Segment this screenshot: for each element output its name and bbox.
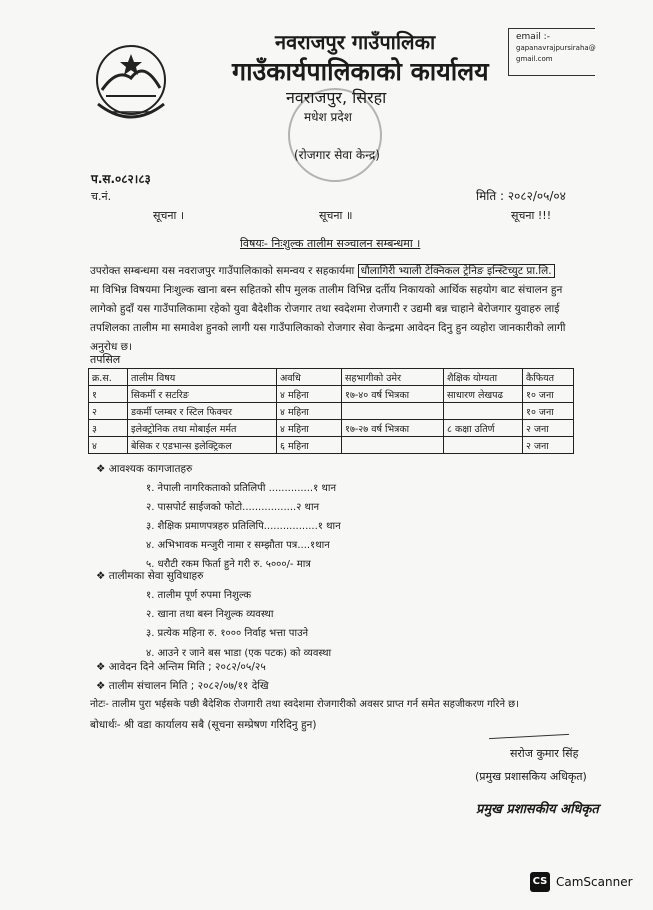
province-name: मधेश प्रदेश (304, 110, 352, 124)
list-item: २. खाना तथा बस्न निशुल्क व्यवस्था (146, 609, 274, 620)
email-line-2: gmail.com (516, 55, 553, 63)
training-table (88, 368, 574, 454)
table-cell: १ (89, 386, 128, 403)
list-item: १. नेपाली नागरिकताको प्रतिलिपी ..............१ थान (146, 483, 337, 494)
column-header: कैफियत (523, 369, 574, 386)
list-item: १. तालीम पूर्ण रुपमा निशुल्क (146, 590, 252, 601)
institute-name: धौलागिरी भ्याली टेक्निकल ट्रेनिङ इन्स्टिच्युट प्रा.लि. (358, 264, 555, 278)
table-cell: १० जना (523, 403, 574, 420)
reference-number: प.स.०८२।८३ (91, 172, 151, 186)
list-item: ४. अभिभावक मन्जुरी नामा र सम्झौता पत्र....१थान (146, 540, 330, 551)
bullet-icon: ❖ (96, 680, 109, 692)
table-row (89, 403, 574, 420)
details-heading: तपसिल (90, 353, 121, 366)
nepal-emblem-icon (92, 40, 170, 124)
subject-line: विषयः- निःशुल्क तालीम सञ्चालन सम्बन्धमा । (240, 237, 421, 250)
body-line-2: मा विभिन्न विषयमा निःशुल्क खाना बस्न सहितको सीप मुलक तालीम विभिन्न दर्तीय निकायको आर्थिक सहयोग बाट संचालन हुन (90, 284, 563, 296)
table-cell: ४ महिना (277, 386, 342, 403)
body-line-3: लागेको हुदाँ यस गाउँपालिकामा रहेको युवा बैदेशीक रोजगार तथा स्वदेशमा रोजगारी र उद्यमी बन्न चाहाने बेरोजगार युवाहरु लाई (90, 303, 560, 315)
table-cell (342, 437, 444, 454)
email-line-1: gapanavrajpursiraha@ (516, 44, 596, 52)
column-header: तालीम विषय (128, 369, 277, 386)
table-cell: १० जना (523, 386, 574, 403)
camscanner-watermark: CamScanner (556, 875, 633, 889)
table-cell: बेसिक र एडभान्स इलेक्ट्रिकल (128, 437, 277, 454)
table-cell: ४ महिना (277, 420, 342, 437)
camscanner-logo-icon: CS (530, 872, 550, 892)
notice-heading-1: सूचना । (153, 209, 185, 222)
column-header: क्र.स. (89, 369, 128, 386)
table-cell: २ जना (523, 437, 574, 454)
facilities-section: ❖ तालीमका सेवा सुविधाहरु (96, 570, 204, 582)
table-cell: ८ कक्षा उतिर्ण (444, 420, 523, 437)
office-name: गाउँकार्यपालिकाको कार्यालय (232, 57, 489, 86)
table-cell: १७-२७ वर्ष भित्रका (342, 420, 444, 437)
note-line: नोटः- तालीम पुरा भईसके पछी बैदेशिक रोजगारी तथा स्वदेशमा रोजगारीको अवसर प्राप्त गर्न समेत सहजीकरण गरिने छ। (90, 699, 519, 710)
table-cell: इलेक्ट्रोनिक तथा मोबाईल मर्मत (128, 420, 277, 437)
column-header: अवधि (277, 369, 342, 386)
table-cell: ४ (89, 437, 128, 454)
column-header: सहभागीको उमेर (342, 369, 444, 386)
stamp-text: (रोजगार सेवा केन्द्र) (294, 148, 380, 162)
signatory-name: सरोज कुमार सिंह (510, 747, 579, 760)
body-line-1: उपरोक्त सम्बन्धमा यस नवराजपुर गाउँपालिकाको समन्वय र सहकार्यमा धौलागिरी भ्याली टेक्निकल ट्रेनिङ इन्स्टिच्युट प्रा.लि. (90, 262, 574, 281)
list-item: ३. प्रत्येक महिना रु. १००० निर्वाह भत्ता पाउने (146, 628, 309, 639)
deadline-line: ❖ आवेदन दिने अन्तिम मिति ; २०८२/०५/२५ (96, 661, 266, 673)
table-cell: ३ (89, 420, 128, 437)
signature-line (489, 734, 569, 739)
table-cell: सिकर्मी र सटरिङ (128, 386, 277, 403)
table-cell (444, 403, 523, 420)
table-cell: ६ महिना (277, 437, 342, 454)
training-date-line: ❖ तालीम संचालन मिति ; २०८२/०७/११ देखि (96, 680, 269, 692)
table-row (89, 420, 574, 437)
documents-section: ❖ आवश्यक कागजातहरु (96, 463, 193, 475)
cc-line: बोधार्थः- श्री वडा कार्यालय सबै (सूचना सम्प्रेषण गरिदिनु हुन) (90, 719, 317, 731)
notice-heading-2: सूचना ॥ (319, 209, 353, 222)
table-row (89, 386, 574, 403)
table-cell: साधारण लेखपढ (444, 386, 523, 403)
office-address: नवराजपुर, सिरहा (286, 88, 387, 107)
table-cell: ४ महिना (277, 403, 342, 420)
list-item: ४. आउने र जाने बस भाडा (एक पटक) को व्यवस्था (146, 648, 332, 659)
column-header: शैक्षिक योग्यता (444, 369, 523, 386)
body-line-4: तपशिलका तालीम मा समावेश हुनको लागी यस गाउँपालिकाको रोजगार सेवा केन्द्रमा आवेदन दिनु हुन व्यहोरा जानकारीको लागी (90, 322, 566, 334)
bullet-icon: ❖ (96, 661, 109, 673)
table-cell: २ जना (523, 420, 574, 437)
notice-body (90, 262, 574, 357)
signatory-title: (प्रमुख प्रशासकिय अधिकृत) (475, 770, 587, 783)
table-cell (342, 403, 444, 420)
table-cell (444, 437, 523, 454)
list-item: ३. शैक्षिक प्रमाणपत्रहरु प्रतिलिपि.................१ थान (146, 521, 341, 532)
bullet-icon: ❖ (96, 463, 109, 475)
body-line-5: अनुरोध छ। (90, 341, 132, 353)
table-header-row (89, 369, 574, 386)
office-stamp (288, 88, 382, 182)
table-row (89, 437, 574, 454)
dispatch-number: च.नं. (91, 190, 112, 203)
signature-stamp: प्रमुख प्रशासकीय अधिकृत (476, 802, 599, 817)
bullet-icon: ❖ (96, 570, 109, 582)
list-item: ५. धरौटी रकम फिर्ता हुने गरी रु. ५०००/- मात्र (146, 559, 311, 570)
table-cell: २ (89, 403, 128, 420)
table-cell: १७-४० वर्ष भित्रका (342, 386, 444, 403)
notice-date: मिति : २०८२/०५/०४ (476, 189, 566, 203)
notice-heading-3: सूचना !!! (511, 209, 552, 222)
municipality-name: नवराजपुर गाउँपालिका (275, 30, 436, 54)
list-item: २. पासपोर्ट साईजको फोटो.................२ थान (146, 502, 320, 513)
email-label: email :- (516, 32, 550, 42)
table-cell: डकर्मी प्लम्बर र स्टिल फिक्चर (128, 403, 277, 420)
